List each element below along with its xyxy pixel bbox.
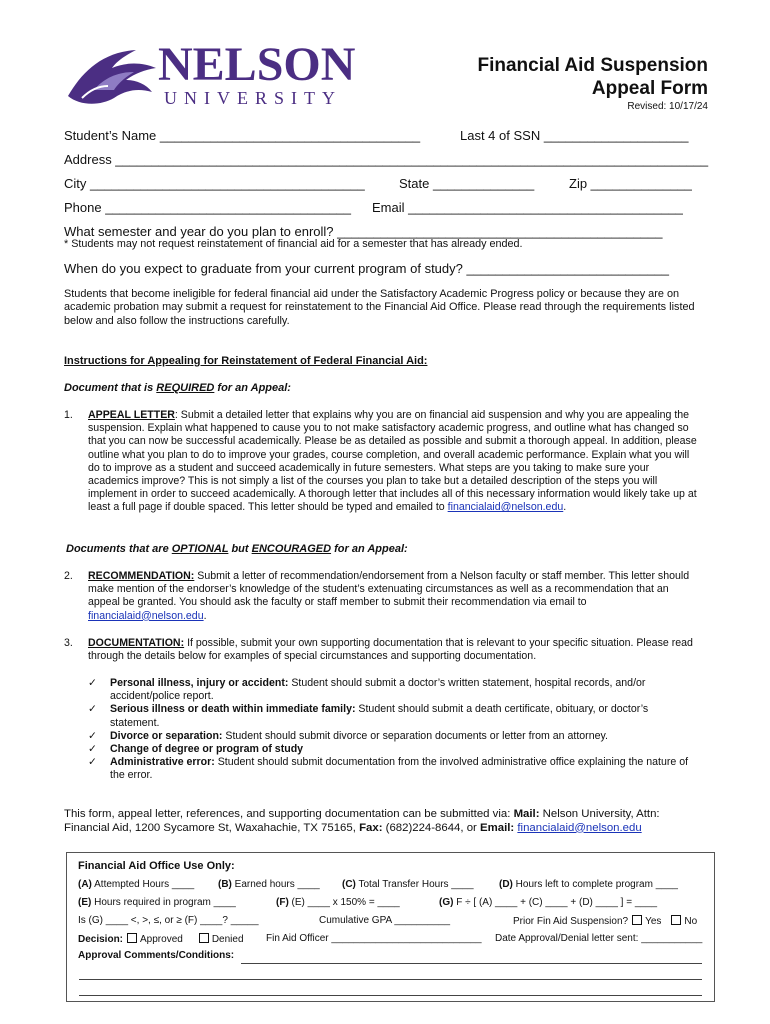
field-key-b: (B)	[218, 879, 232, 890]
item-number-3: 3.	[64, 637, 73, 649]
graduation-field[interactable]: When do you expect to graduate from your current program of study? ____________________________	[64, 261, 669, 276]
hours-left-text: Hours left to complete program ____	[512, 879, 678, 890]
checkmark-icon: ✓	[88, 743, 97, 756]
bullet-text: Student should submit divorce or separation documents or letter from an attorney.	[222, 729, 608, 742]
appeal-letter-text: : Submit a detailed letter that explains why you are on financial aid suspension and why you are appealing the suspension. Explain what happened to cause you to not make satisfactory academic progress, and outline what has changed so that you can now be successful academically. Please be as detailed as possible and submit a thorough appeal. In addition, please outline what you plan to do to improve your grades, course completion, and overall academic performance. Explain what you will do to improve as a student and succeed academically in future semesters. What steps are you taking to make sure your academics improve? This is not simply a list of the courses you plan to take but a detailed description of the steps you will implement in order to succeed academically. A thorough letter that includes all of this necessary information would likely take up at least a full page if double spaced. This letter should be typed and emailed to	[88, 409, 697, 514]
fax-label: Fax:	[359, 821, 383, 834]
checkmark-icon: ✓	[88, 703, 97, 716]
yes-label: Yes	[645, 916, 662, 927]
documentation-text: If possible, submit your own supporting documentation that is relevant to your specific situation. Please read through the details below for examples of special circumstances and supporting documentation.	[88, 637, 693, 663]
logo-subtitle: UNIVERSITY	[164, 88, 342, 108]
field-key-d: (D)	[499, 879, 513, 890]
field-key-e: (E)	[78, 897, 92, 908]
address-field[interactable]: Address __________________________________________________________________________________	[64, 152, 709, 167]
ratio-text: F ÷ [ (A) ____ + (C) ____ + (D) ____ ] = ____	[453, 897, 658, 908]
list-item	[88, 743, 700, 756]
optional-heading-mid: but	[228, 543, 252, 555]
checkmark-icon: ✓	[88, 729, 97, 742]
appeal-letter-label: APPEAL LETTER	[88, 409, 175, 421]
bullet-text: Student should submit documentation from the involved administrative office explaining the nature of the error.	[110, 756, 689, 782]
required-heading-post: for an Appeal:	[214, 382, 291, 394]
circumstance-list	[88, 677, 700, 783]
university-logo	[64, 38, 356, 112]
submit-pre: This form, appeal letter, references, and supporting documentation can be submitted via:	[64, 808, 514, 820]
optional-heading-post: for an Appeal:	[331, 543, 408, 555]
city-field[interactable]: City ______________________________________	[64, 176, 365, 191]
hours-left-field[interactable]	[499, 879, 678, 890]
no-label: No	[684, 916, 698, 927]
instructions-heading: Instructions for Appealing for Reinstatement of Federal Financial Aid:	[64, 355, 428, 367]
denied-label: Denied	[211, 934, 244, 945]
comparison-field[interactable]: Is (G) ____ <, >, ≤, or ≥ (F) ____? _____	[78, 915, 259, 926]
required-heading-pre: Document that is	[64, 382, 157, 394]
recommendation-label: RECOMMENDATION:	[88, 570, 195, 582]
encouraged-keyword: ENCOURAGED	[251, 543, 332, 555]
optional-heading-pre: Documents that are	[66, 543, 172, 555]
list-item-text	[110, 756, 700, 782]
gpa-field[interactable]: Cumulative GPA __________	[319, 915, 451, 926]
letter-date-field[interactable]: Date Approval/Denial letter sent: ___________	[495, 933, 703, 944]
intro-paragraph: Students that become ineligible for federal financial aid under the Satisfactory Academic Progress policy or because they are on academic probation may submit a request for reinstatement to the Financial Aid Office. Please read through the requirements listed below and also follow the instructions carefully.	[64, 288, 695, 327]
list-item-text	[110, 730, 700, 743]
prior-suspension-field	[513, 915, 697, 927]
bullet-label: Divorce or separation:	[110, 729, 223, 742]
list-item-text	[110, 743, 700, 756]
list-item-text	[110, 703, 700, 729]
appeal-letter-item	[88, 409, 698, 515]
officer-field[interactable]: Fin Aid Officer ___________________________	[266, 933, 482, 944]
decision-label: Decision:	[78, 934, 124, 945]
appeal-letter-email-link[interactable]: financialaid@nelson.edu	[447, 501, 564, 514]
bullet-label: Administrative error:	[110, 756, 215, 769]
bullet-text: Student should submit a doctor’s written statement, hospital records, and/or accident/police report.	[110, 677, 646, 703]
fax-number: (682)224-8644, or	[382, 821, 481, 834]
lion-mascot-icon	[64, 42, 164, 108]
phone-field[interactable]: Phone __________________________________	[64, 200, 352, 215]
bullet-text: Student should submit a death certificate, obituary, or doctor’s statement.	[110, 703, 649, 729]
checkmark-icon: ✓	[88, 756, 97, 769]
transfer-hours-text: Total Transfer Hours ____	[355, 879, 474, 890]
bullet-label: Serious illness or death within immediate family:	[110, 703, 356, 716]
recommendation-email-link[interactable]: financialaid@nelson.edu	[88, 609, 204, 622]
logo-name: NELSON	[158, 38, 356, 91]
hours-required-field[interactable]	[78, 897, 236, 908]
required-keyword: REQUIRED	[156, 382, 215, 394]
list-item	[88, 703, 700, 729]
list-item	[88, 677, 700, 703]
appeal-letter-end: .	[563, 501, 567, 514]
list-item	[88, 756, 700, 782]
item-number-1: 1.	[64, 409, 73, 421]
email-label: Email:	[480, 821, 515, 834]
submission-paragraph	[64, 808, 704, 835]
recommendation-text: Submit a letter of recommendation/endorsement from a Nelson faculty or staff member. This letter should make mention of the endorser’s knowledge of the student’s extenuating circumstances as well as a recommendation that an appeal be granted. You should ask the faculty or staff member to submit their recommendation via email to	[88, 570, 690, 609]
comments-label: Approval Comments/Conditions:	[78, 950, 235, 961]
submit-email-link[interactable]: financialaid@nelson.edu	[517, 821, 642, 834]
form-title-line2: Appeal Form	[591, 78, 708, 99]
optional-heading	[66, 543, 408, 555]
zip-field[interactable]: Zip ______________	[569, 176, 692, 191]
email-field[interactable]: Email ______________________________________	[372, 200, 683, 215]
ratio-field[interactable]	[439, 897, 657, 908]
max-hours-text: (E) ____ x 150% = ____	[288, 897, 400, 908]
attempted-hours-text: Attempted Hours ____	[91, 879, 195, 890]
bullet-label: Change of degree or program of study	[110, 743, 304, 756]
earned-hours-field[interactable]	[218, 879, 320, 890]
office-use-box	[66, 852, 715, 1002]
comments-line-1[interactable]	[241, 963, 702, 964]
no-checkbox[interactable]	[671, 915, 681, 925]
recommendation-item	[88, 570, 700, 623]
documentation-label: DOCUMENTATION:	[88, 637, 185, 649]
documentation-item	[88, 637, 700, 663]
semester-note: * Students may not request reinstatement of financial aid for a semester that has already ended.	[64, 238, 523, 250]
bullet-label: Personal illness, injury or accident:	[110, 677, 289, 689]
revised-date: Revised: 10/17/24	[627, 101, 708, 112]
mail-label: Mail:	[513, 808, 540, 820]
comments-line-3[interactable]	[79, 995, 702, 996]
decision-field	[78, 933, 244, 945]
optional-keyword: OPTIONAL	[171, 543, 229, 555]
state-field[interactable]: State ______________	[399, 176, 535, 191]
yes-checkbox[interactable]	[632, 915, 642, 925]
required-heading	[64, 382, 291, 394]
recommendation-end: .	[203, 609, 207, 622]
field-key-f: (F)	[276, 897, 289, 908]
enroll-semester-field[interactable]: What semester and year do you plan to enroll? _____________________________________________	[64, 224, 663, 239]
field-key-c: (C)	[342, 879, 356, 890]
field-key-g: (G)	[439, 897, 454, 908]
comments-line-2[interactable]	[79, 979, 702, 980]
attempted-hours-field[interactable]	[78, 879, 194, 890]
student-name-field[interactable]: Student’s Name ____________________________________	[64, 128, 421, 143]
approved-label: Approved	[140, 934, 183, 945]
max-hours-field[interactable]	[276, 897, 400, 908]
mail-address: Nelson University, Attn: Financial Aid, 1200 Sycamore St, Waxahachie, TX 75165,	[64, 808, 660, 834]
checkmark-icon: ✓	[88, 677, 97, 689]
field-key-a: (A)	[78, 879, 92, 890]
ssn-field[interactable]: Last 4 of SSN ____________________	[460, 128, 689, 143]
transfer-hours-field[interactable]	[342, 879, 474, 890]
earned-hours-text: Earned hours ____	[231, 879, 320, 890]
form-title-line1: Financial Aid Suspension	[477, 55, 708, 76]
prior-suspension-label: Prior Fin Aid Suspension?	[513, 916, 629, 927]
item-number-2: 2.	[64, 570, 73, 582]
approved-checkbox[interactable]	[127, 933, 137, 943]
list-item	[88, 730, 700, 743]
denied-checkbox[interactable]	[199, 933, 209, 943]
hours-required-text: Hours required in program ____	[91, 897, 236, 908]
list-item-text	[110, 677, 700, 703]
office-use-heading: Financial Aid Office Use Only:	[78, 860, 235, 872]
